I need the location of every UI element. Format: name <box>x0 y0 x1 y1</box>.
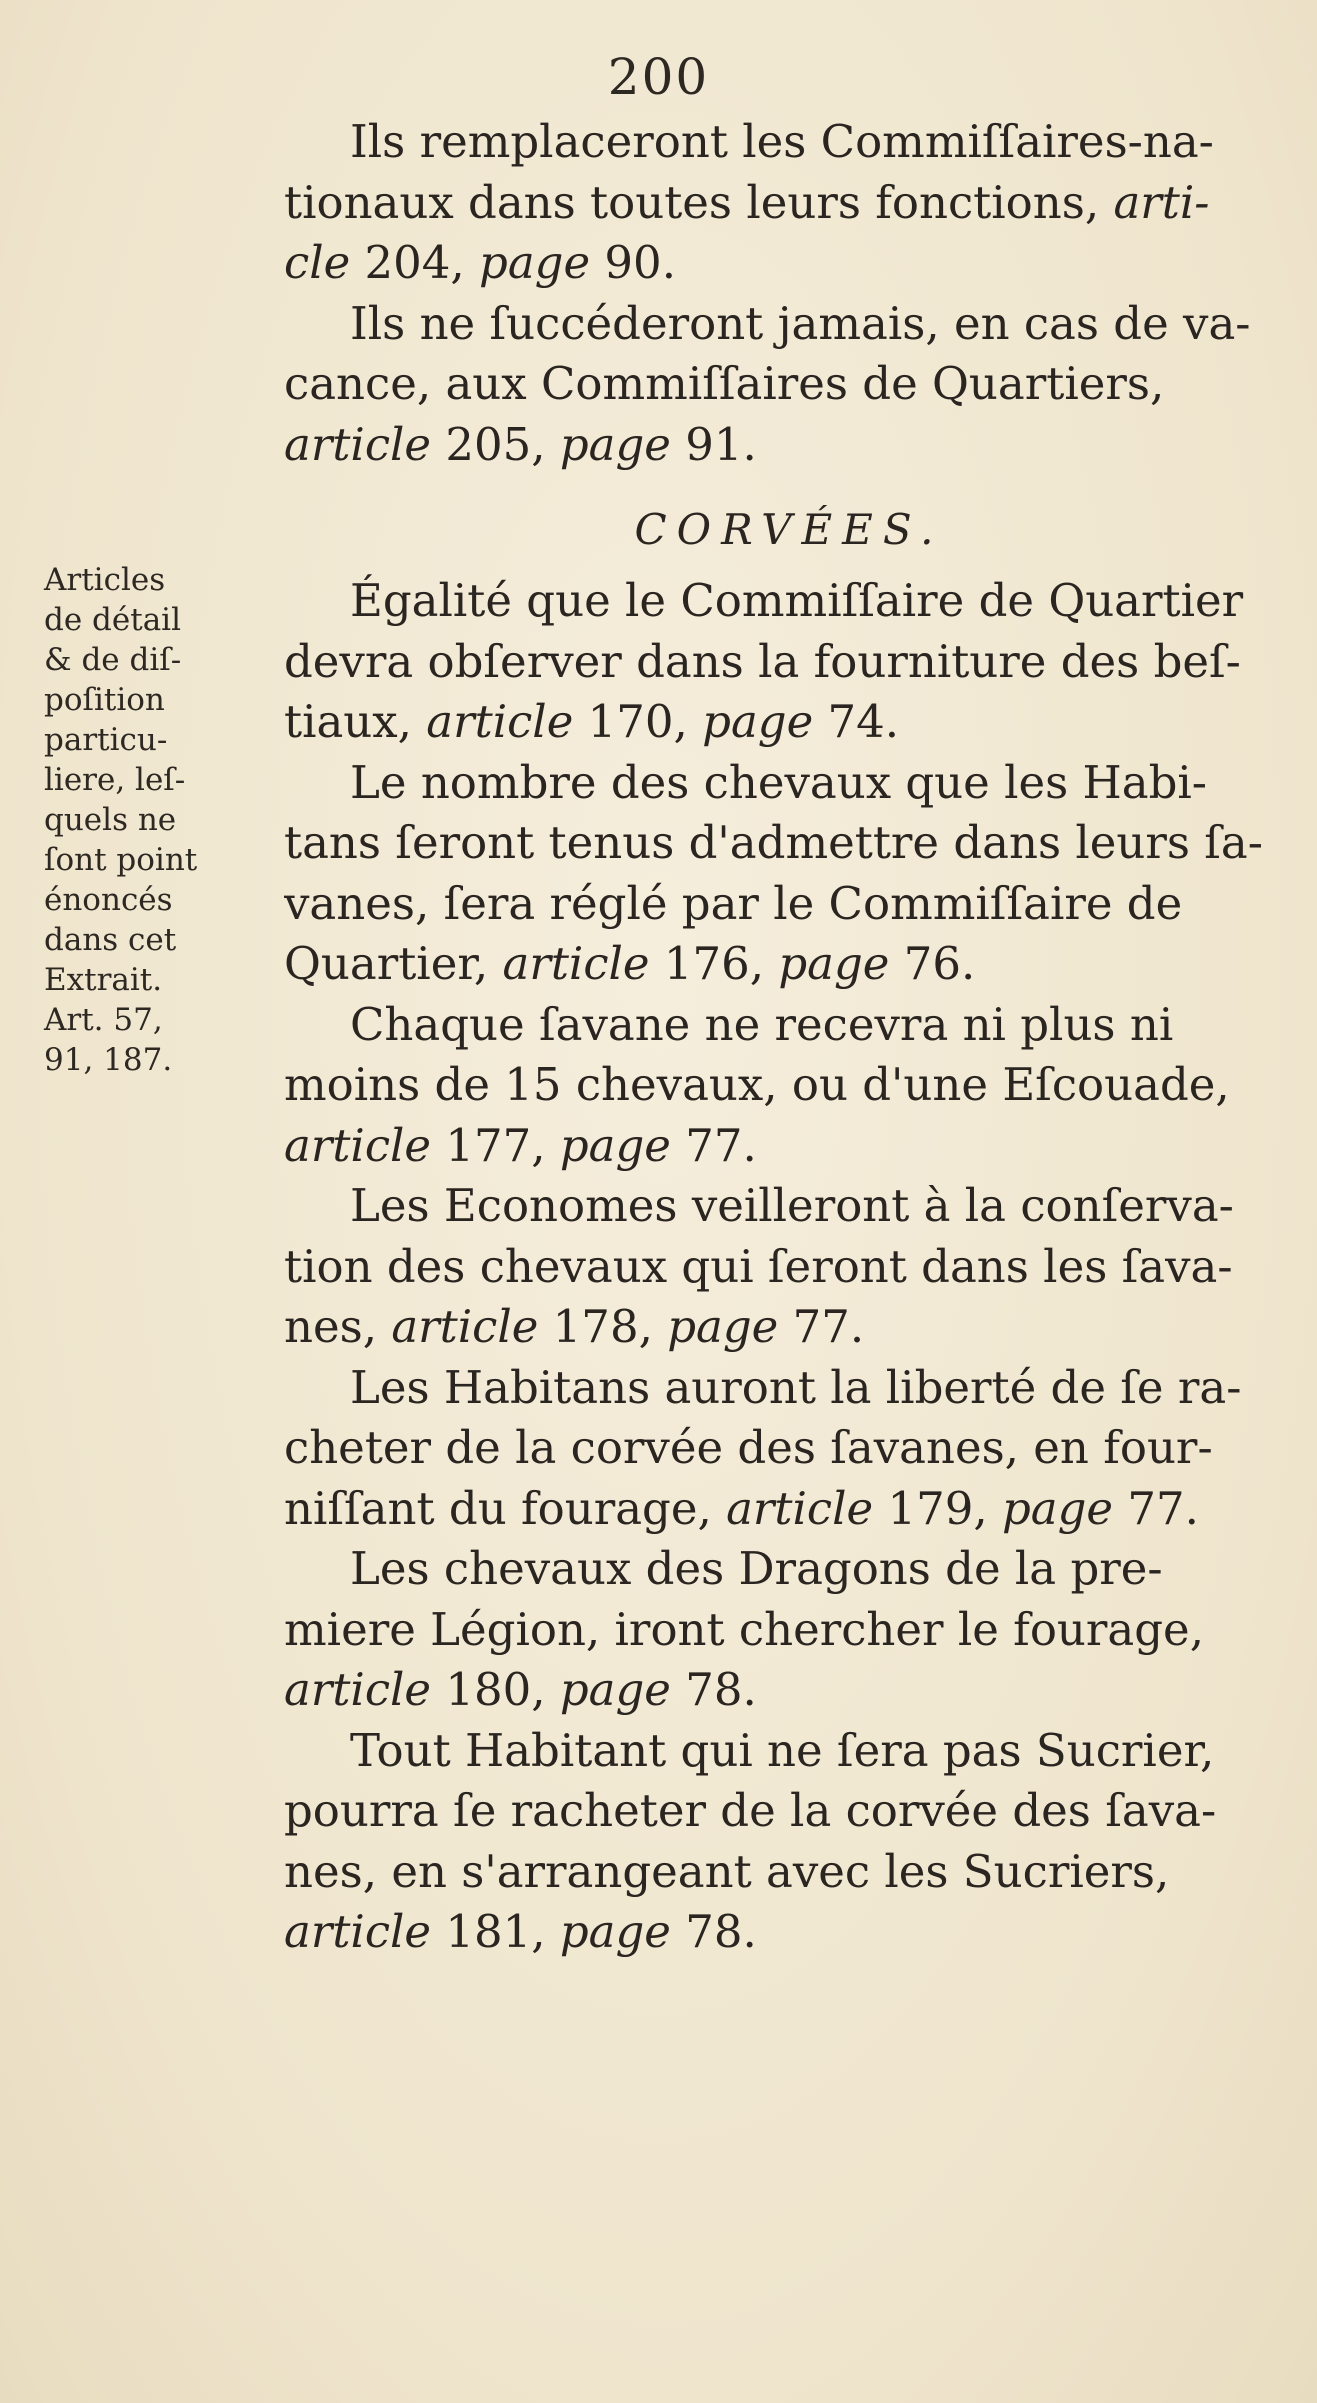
text-line <box>284 874 1294 935</box>
text-line <box>284 632 1294 693</box>
text-run: Les Economes veilleront à la conſerva- <box>350 1179 1234 1232</box>
reference-italic: page <box>1001 1481 1114 1535</box>
reference-italic: page <box>778 937 890 990</box>
reference-italic: page <box>559 1905 671 1958</box>
text-run: 91. <box>670 417 757 471</box>
section-heading: CORVÉES. <box>634 505 944 554</box>
text-line <box>284 1539 1294 1600</box>
text-line <box>284 1418 1294 1479</box>
text-line <box>284 354 1294 415</box>
text-line <box>284 1055 1294 1116</box>
margin-note-line: Extrait. <box>44 962 163 998</box>
text-line <box>284 1479 1294 1540</box>
text-run: 181, <box>431 1905 560 1958</box>
reference-italic: article <box>284 1118 432 1172</box>
text-run: Quartier, <box>284 937 503 990</box>
text-run: tiaux, <box>284 695 427 748</box>
margin-note-line: Art. 57, <box>44 1002 163 1038</box>
text-run: 205, <box>431 417 560 471</box>
text-run: Chaque ſavane ne recevra ni plus ni <box>350 997 1174 1051</box>
text-run: 176, <box>649 937 779 990</box>
text-run: tion des chevaux qui ſeront dans les ſava- <box>284 1239 1233 1293</box>
text-run: Les chevaux des Dragons de la pre- <box>350 1542 1163 1595</box>
text-line <box>284 692 1294 753</box>
text-line <box>284 1176 1294 1237</box>
text-line <box>284 1721 1294 1782</box>
margin-note-line: Articles <box>44 562 166 598</box>
text-run: 90. <box>590 236 676 289</box>
text-line <box>284 233 1294 294</box>
text-line <box>284 112 1294 173</box>
paragraphs-after-heading <box>284 571 1294 1963</box>
text-run: Les Habitans auront la liberté de ſe ra- <box>350 1360 1242 1414</box>
text-run: 178, <box>538 1300 668 1353</box>
text-line <box>284 1237 1294 1298</box>
margin-note-line: dans cet <box>44 922 177 958</box>
text-line <box>284 1600 1294 1661</box>
text-run: moins de 15 chevaux, ou d'une Eſcouade, <box>284 1058 1230 1111</box>
text-run: cance, aux Commiſſaires de Quartiers, <box>284 357 1165 410</box>
margin-note-line: de détail <box>44 602 182 638</box>
text-run: vanes, ſera réglé par le Commiſſaire de <box>284 876 1183 930</box>
reference-italic: page <box>667 1300 779 1353</box>
text-run: niſſant du fourage, <box>284 1481 727 1535</box>
reference-italic: article <box>284 1905 432 1958</box>
reference-italic: arti- <box>1113 175 1210 229</box>
text-run: pourra ſe racheter de la corvée des ſava- <box>284 1784 1217 1837</box>
text-line <box>284 1781 1294 1842</box>
text-run: Tout Habitant qui ne ſera pas Sucrier, <box>350 1723 1215 1777</box>
reference-italic: page <box>559 1118 671 1172</box>
text-run: 76. <box>889 937 976 990</box>
text-run: miere Légion, iront chercher le fourage, <box>284 1602 1204 1656</box>
paragraph <box>284 112 1294 294</box>
margin-note-line: 91, 187. <box>44 1042 173 1078</box>
text-run: 74. <box>813 695 900 748</box>
text-line <box>284 1297 1294 1358</box>
text-run: 204, <box>350 236 480 289</box>
text-line <box>284 415 1294 476</box>
margin-note-line: particu- <box>44 722 168 758</box>
margin-note-line: ſont point <box>44 842 198 878</box>
paragraph <box>284 571 1294 753</box>
text-run: 77. <box>1113 1481 1199 1535</box>
text-run: devra obſerver dans la fourniture des beſ- <box>284 634 1241 688</box>
paragraph <box>284 294 1294 476</box>
paragraph <box>284 1358 1294 1540</box>
reference-italic: article <box>502 937 650 990</box>
text-line <box>284 1842 1294 1903</box>
margin-note-line: poſition <box>44 682 165 718</box>
reference-italic: article <box>726 1481 874 1535</box>
reference-italic: article <box>284 1663 432 1716</box>
text-run: tionaux dans toutes leurs fonctions, <box>284 175 1114 229</box>
paragraph <box>284 995 1294 1177</box>
paragraph <box>284 1721 1294 1963</box>
reference-italic: cle <box>284 236 351 289</box>
main-text-block <box>284 112 1294 1963</box>
paragraph <box>284 1539 1294 1721</box>
text-line <box>284 173 1294 234</box>
text-run: 77. <box>778 1300 865 1353</box>
text-run: 78. <box>670 1905 757 1958</box>
text-run: tans ſeront tenus d'admettre dans leurs ſa- <box>284 816 1263 869</box>
text-run: Égalité que le Commiſſaire de Quartier <box>350 574 1244 627</box>
margin-note <box>44 560 284 1080</box>
text-run: 77. <box>670 1118 757 1172</box>
text-line <box>284 995 1294 1056</box>
reference-italic: page <box>702 695 814 748</box>
text-run: 177, <box>431 1118 560 1172</box>
text-line <box>284 753 1294 814</box>
text-run: cheter de la corvée des ſavanes, en four- <box>284 1421 1213 1474</box>
margin-note-line: quels ne <box>44 802 177 838</box>
text-line <box>284 294 1294 355</box>
text-run: 179, <box>873 1481 1002 1535</box>
margin-note-line: & de diſ- <box>44 642 182 678</box>
text-line <box>284 934 1294 995</box>
reference-italic: article <box>284 417 432 471</box>
text-run: Le nombre des chevaux que les Habi- <box>350 755 1207 809</box>
margin-note-line: liere, leſ- <box>44 762 186 798</box>
reference-italic: page <box>479 236 591 289</box>
text-line <box>284 813 1294 874</box>
paragraphs-before-heading <box>284 112 1294 475</box>
reference-italic: page <box>559 1663 671 1716</box>
reference-italic: article <box>391 1300 539 1353</box>
text-run: 78. <box>670 1663 757 1716</box>
text-line <box>284 1358 1294 1419</box>
text-line <box>284 1660 1294 1721</box>
text-line <box>284 1116 1294 1177</box>
page-number: 200 <box>607 48 710 106</box>
paragraph <box>284 1176 1294 1358</box>
text-run: 180, <box>431 1663 560 1716</box>
text-run: Ils ne ſuccéderont jamais, en cas de va- <box>350 296 1251 350</box>
text-line <box>284 571 1294 632</box>
text-line <box>284 1902 1294 1963</box>
text-run: nes, en s'arrangeant avec les Sucriers, <box>284 1844 1170 1898</box>
text-run: nes, <box>284 1300 392 1353</box>
text-run: Ils remplaceront les Commiſſaires-na- <box>350 115 1214 168</box>
margin-note-line: énoncés <box>44 882 173 918</box>
paragraph <box>284 753 1294 995</box>
text-run: 170, <box>573 695 703 748</box>
reference-italic: page <box>559 417 671 471</box>
reference-italic: article <box>426 695 574 748</box>
